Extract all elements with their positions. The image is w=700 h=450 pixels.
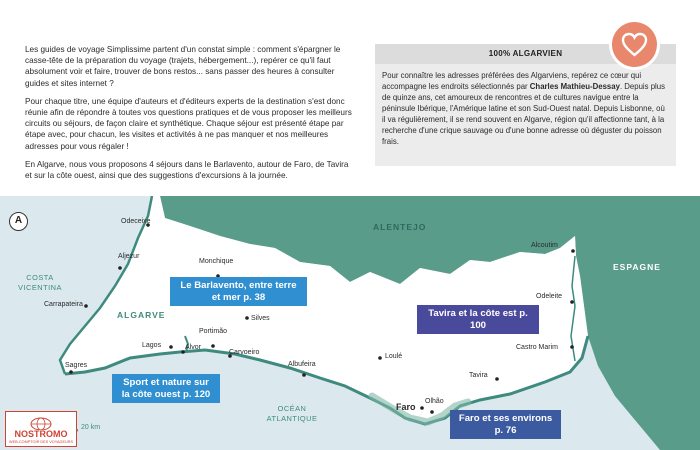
- algarve-map: [0, 196, 700, 450]
- scale-label: 20 km: [81, 424, 101, 431]
- region-alentejo: ALENTEJO: [373, 222, 427, 232]
- place-olhao: Olhão: [425, 398, 444, 405]
- intro-paragraph-1: Les guides de voyage Simplissime partent d'un constat simple : comment s'épargner le casse-tête de la préparation du voyage (trajets, hébergement...), repérer ce qu'il faut absolument voir et faire, trouver de bons restos... sans passer des heures à consulter guides et sites internet ?: [25, 45, 341, 88]
- logo-tagline: WEB-COMPTOIR DES VOYAGEURS: [9, 440, 73, 444]
- intro-paragraph-3: En Algarve, nous vous proposons 4 séjours dans le Barlavento, autour de Faro, de Tavira et sur la côte ouest, ainsi que des suggestions d'excursions à la journée.: [25, 159, 349, 181]
- sea-costa-vicentina: COSTA VICENTINA: [18, 273, 62, 292]
- place-lagos: Lagos: [142, 342, 162, 349]
- compass-icon: A: [9, 212, 28, 231]
- place-sagres: Sagres: [65, 362, 88, 369]
- heart-icon: [612, 22, 657, 67]
- place-portimao: Portimão: [199, 328, 228, 335]
- place-monchique: Monchique: [199, 258, 234, 265]
- intro-text: [25, 44, 353, 188]
- algarvien-box-text: [375, 64, 676, 147]
- box-tavira: Tavira et la côte est p. 100: [417, 305, 539, 334]
- place-albufeira: Albufeira: [288, 361, 316, 368]
- intro-paragraph-2: Pour chaque titre, une équipe d'auteurs et d'éditeurs experts de la destination s'est donc réunie afin de répondre à toutes vos questions pratiques et de vous proposer les meilleurs circuits ou séjours, de façon claire et synthétique. Chaque séjour est présenté étape par étape avec, pour chacun, les visites et activités à ne pas manquer et nos meilleures adresses pour vous régaler !: [25, 96, 352, 151]
- place-aljezur: Aljezur: [118, 253, 140, 260]
- place-odeleite: Odeleite: [536, 293, 563, 300]
- region-algarve: ALGARVE: [117, 310, 166, 320]
- algarvien-text-end: . Depuis plus de quinze ans, cet amoureux de rencontres et de cultures navigue entre la péninsule Ibérique, l'Amérique latine et son Sud-Ouest natal. Depuis Lisbonne, où il va régulièrement, il se rend souvent en Algarve, région qu'il affectionne tant, à la recherche d'une crique sauvage ou d'une bonne adresse où déguster du poisson frais.: [382, 82, 666, 146]
- box-barlavento: Le Barlavento, entre terre et mer p. 38: [170, 277, 307, 306]
- algarvien-author: Charles Mathieu-Dessay: [529, 82, 620, 91]
- box-sport-nature: Sport et nature sur la côte ouest p. 120: [112, 374, 220, 403]
- heart-badge: [612, 22, 657, 67]
- place-alvor: Alvor: [185, 344, 201, 351]
- box-faro: Faro et ses environs p. 76: [450, 410, 561, 439]
- place-silves: Silves: [251, 315, 270, 322]
- place-carvoeiro: Carvoeiro: [229, 349, 260, 356]
- algarvien-box-title: 100% ALGARVIEN: [375, 44, 676, 64]
- place-castro-marim: Castro Marim: [516, 344, 559, 351]
- place-loule: Loulé: [385, 353, 403, 360]
- nostromo-logo: [5, 411, 77, 447]
- region-espagne: ESPAGNE: [613, 262, 661, 272]
- logo-name: NOSTROMO: [14, 429, 68, 439]
- place-faro: Faro: [396, 402, 416, 412]
- place-carrapateira: Carrapateira: [44, 301, 83, 308]
- globe-icon: [29, 414, 53, 430]
- algarvien-text-start: Pour connaître les adresses préférées des Algarviens, repérez ce cœur qui accompagne les endroits sélectionnés par: [382, 71, 642, 91]
- place-alcoutim: Alcoutim: [531, 242, 558, 249]
- sea-ocean-atlantique: OCÉAN ATLANTIQUE: [266, 404, 318, 423]
- place-tavira: Tavira: [469, 372, 488, 379]
- map-svg: [0, 196, 700, 450]
- place-odeceixe: Odeceixe: [121, 218, 151, 225]
